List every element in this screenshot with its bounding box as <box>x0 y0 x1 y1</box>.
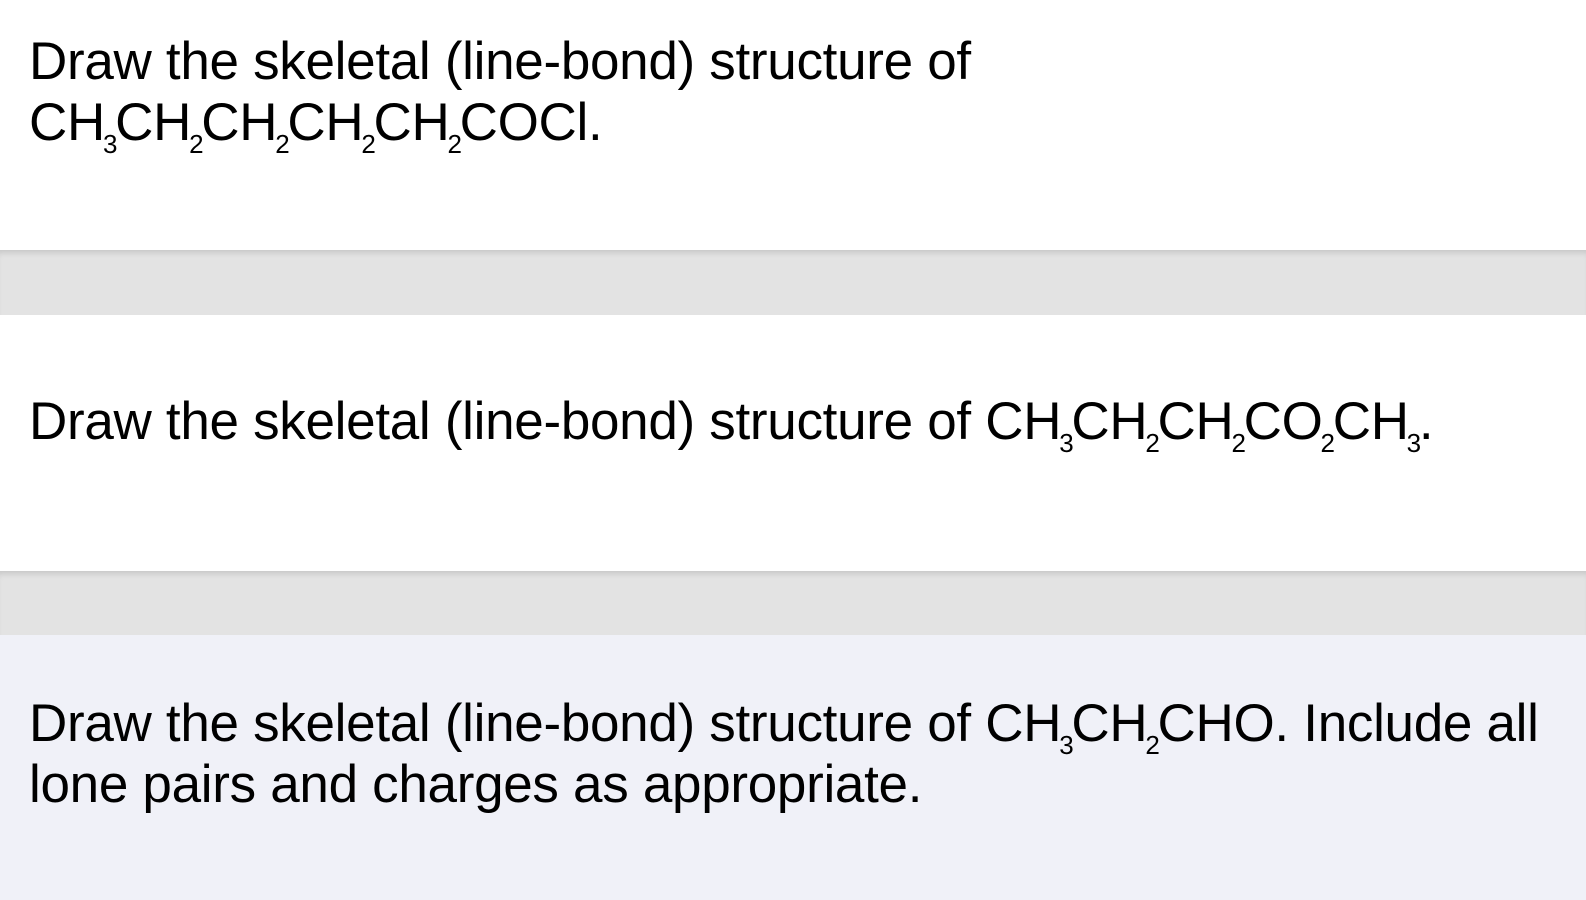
question-text-1 <box>29 31 971 159</box>
chemical-formula: $CH_3CH_2CHO$. <box>985 694 1289 760</box>
card-separator <box>0 250 1586 315</box>
question-text-2 <box>29 391 1434 458</box>
question-intro: Draw the skeletal (line-bond) structure of <box>29 694 971 753</box>
question-instructions: Include all lone pairs and charges as appropriate. <box>29 694 1539 814</box>
question-intro: Draw the skeletal (line-bond) structure of <box>29 392 971 451</box>
question-text-3 <box>29 693 1569 815</box>
card-separator <box>0 571 1586 635</box>
chemical-formula: $CH_3CH_2CH_2CO_2CH_3$. <box>985 392 1434 458</box>
chemical-formula: $CH_3CH_2CH_2CH_2CH_2COCl$. <box>29 93 603 159</box>
question-intro: Draw the skeletal (line-bond) structure of <box>29 32 971 91</box>
